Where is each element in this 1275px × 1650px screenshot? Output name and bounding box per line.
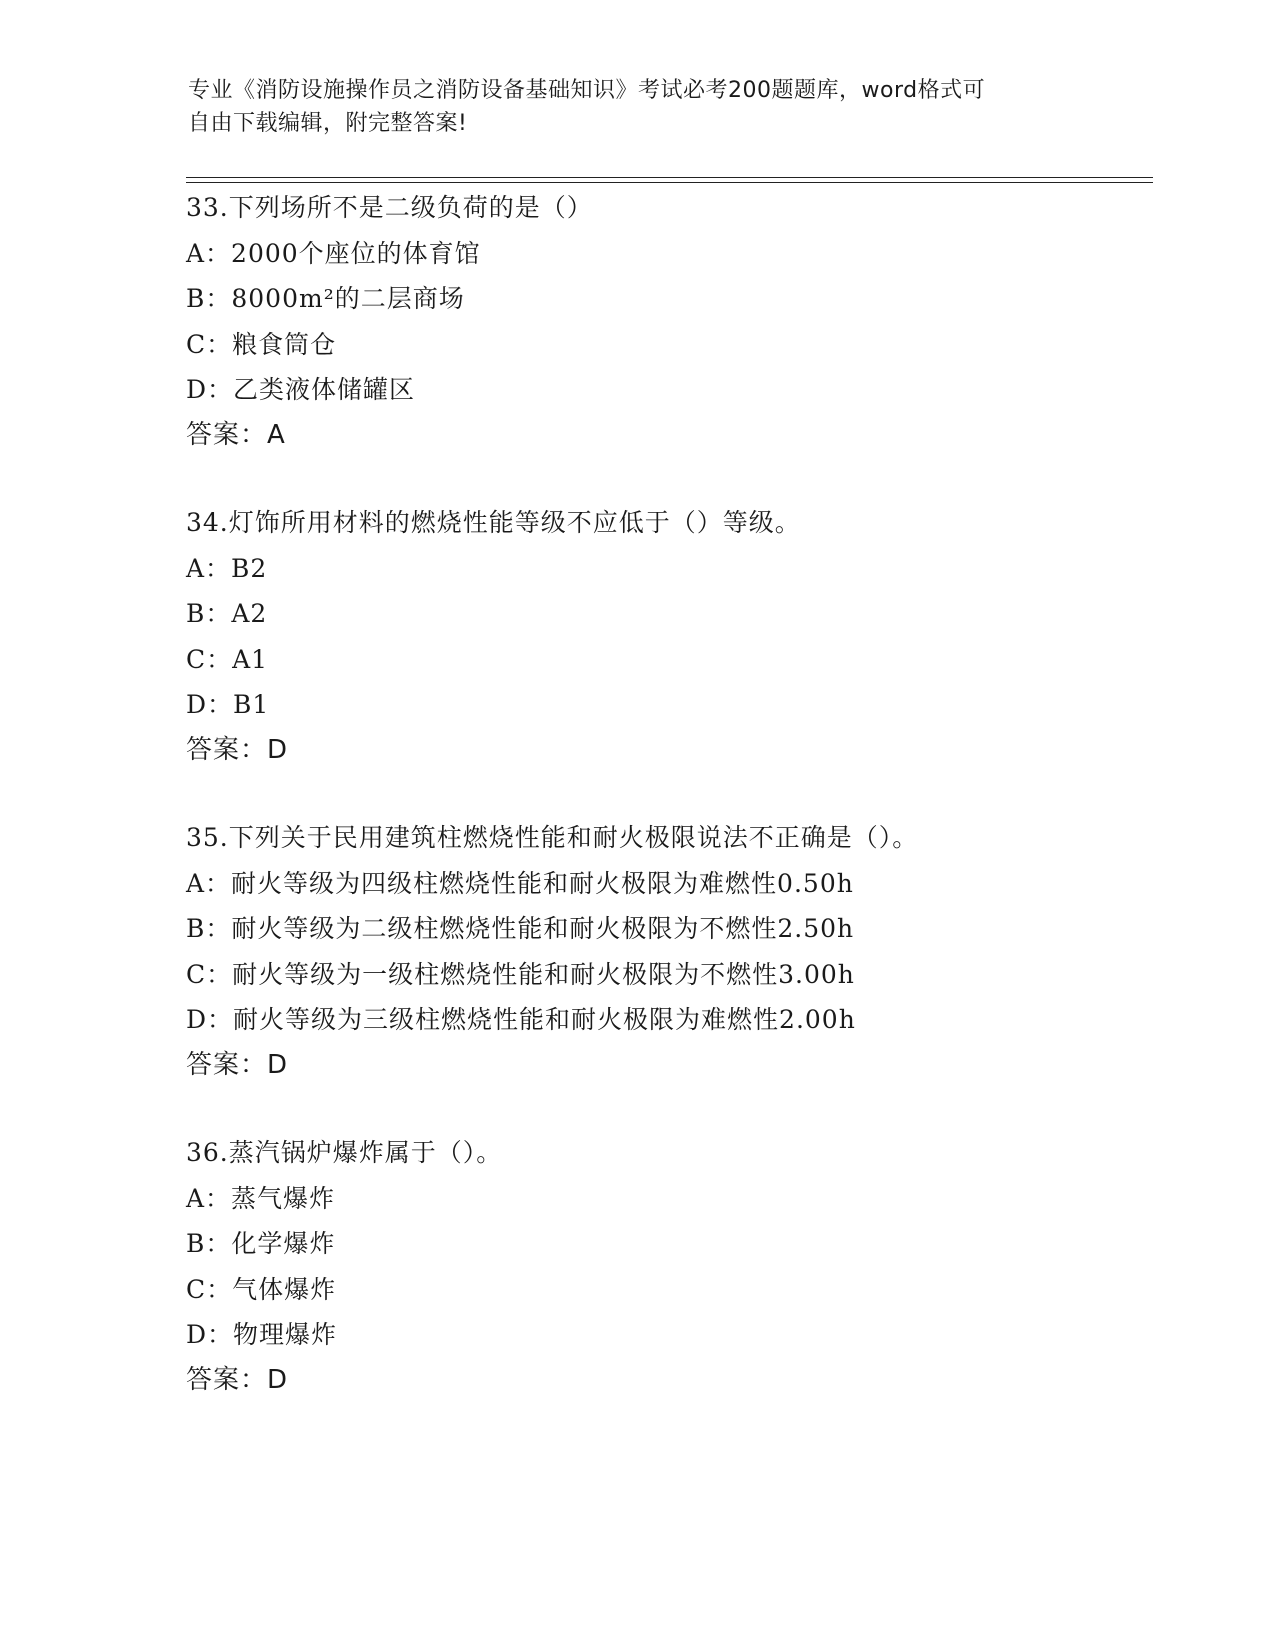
option-a: A：耐火等级为四级柱燃烧性能和耐火极限为难燃性0.50h <box>186 868 854 898</box>
option-b: B：A2 <box>186 599 268 629</box>
question-title: 35.下列关于民用建筑柱燃烧性能和耐火极限说法不正确是（）。 <box>186 823 919 852</box>
question-33 <box>186 185 1186 459</box>
header-divider-top <box>186 177 1153 178</box>
option-c: C：气体爆炸 <box>186 1274 337 1304</box>
option-d: D：乙类液体储罐区 <box>186 375 416 405</box>
question-title: 33.下列场所不是二级负荷的是（） <box>186 193 593 222</box>
answer: 答案：D <box>186 1364 289 1395</box>
question-title: 34.灯饰所用材料的燃烧性能等级不应低于（）等级。 <box>186 508 801 537</box>
option-b: B：化学爆炸 <box>186 1229 336 1259</box>
question-36 <box>186 1130 1186 1404</box>
option-d: D：物理爆炸 <box>186 1320 338 1350</box>
question-35 <box>186 815 1186 1089</box>
option-c: C：粮食筒仓 <box>186 329 337 359</box>
answer: 答案：A <box>186 419 286 450</box>
option-a: A：B2 <box>186 553 268 583</box>
header-line-2: 自由下载编辑，附完整答案! <box>188 111 468 136</box>
answer: 答案：D <box>186 1049 289 1080</box>
option-b: B：8000m²的二层商场 <box>186 284 465 314</box>
header-line-1: 专业《消防设施操作员之消防设备基础知识》考试必考200题题库，word格式可 <box>188 78 986 103</box>
question-title: 36.蒸汽锅炉爆炸属于（）。 <box>186 1138 503 1167</box>
option-d: D：耐火等级为三级柱燃烧性能和耐火极限为难燃性2.00h <box>186 1005 856 1035</box>
option-a: A：2000个座位的体育馆 <box>186 238 481 268</box>
document-header <box>188 74 1088 140</box>
option-c: C：耐火等级为一级柱燃烧性能和耐火极限为不燃性3.00h <box>186 959 855 989</box>
option-a: A：蒸气爆炸 <box>186 1183 336 1213</box>
option-d: D：B1 <box>186 690 270 720</box>
header-divider-bottom <box>186 182 1153 183</box>
option-c: C：A1 <box>186 644 269 674</box>
question-34 <box>186 500 1186 774</box>
answer: 答案：D <box>186 734 289 765</box>
option-b: B：耐火等级为二级柱燃烧性能和耐火极限为不燃性2.50h <box>186 914 855 944</box>
